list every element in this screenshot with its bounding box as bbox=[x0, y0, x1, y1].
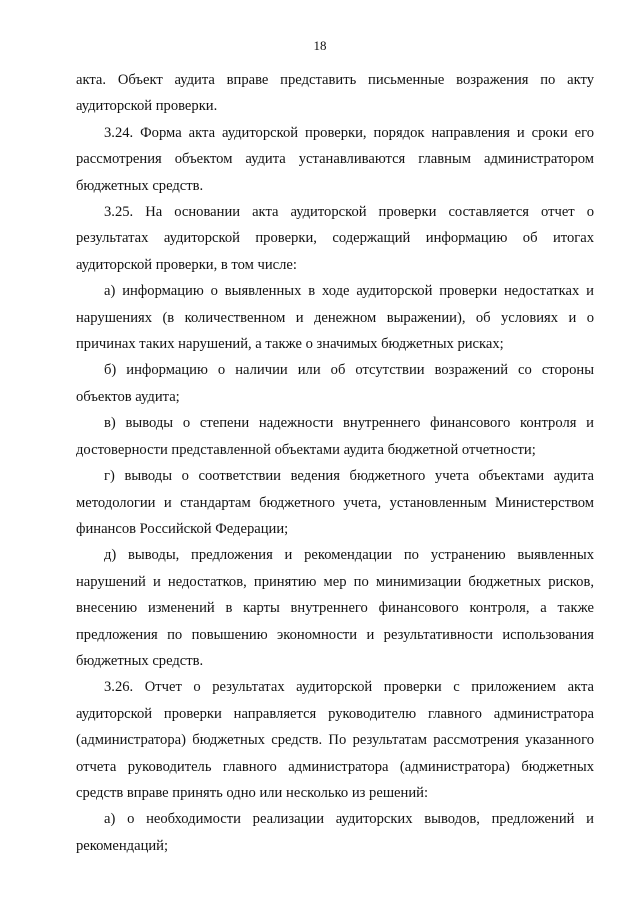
paragraph-3-25-v: в) выводы о степени надежности внутреннего финансового контроля и достоверности представленной объектами аудита бюджетной отчетности; bbox=[76, 415, 594, 458]
page-number: 18 bbox=[313, 38, 327, 53]
paragraph-3-25-a: а) информацию о выявленных в ходе аудиторской проверки недостатках и нарушениях (в количественном и денежном выражении), об условиях и о причинах таких нарушений, а также о значимых бюджетных рисках; bbox=[76, 283, 594, 353]
paragraph-3-24: 3.24. Форма акта аудиторской проверки, порядок направления и сроки его рассмотрения объектом аудита устанавливаются главным администратором бюджетных средств. bbox=[76, 124, 594, 194]
paragraph-3-25-g: г) выводы о соответствии ведения бюджетного учета объектами аудита методологии и стандартам бюджетного учета, установленным Министерством финансов Российской Федерации; bbox=[76, 468, 594, 537]
paragraph-3-25-b: б) информацию о наличии или об отсутствии возражений со стороны объектов аудита; bbox=[76, 362, 594, 405]
paragraph-3-25: 3.25. На основании акта аудиторской проверки составляется отчет о результатах аудиторской проверки, содержащий информацию об итогах аудиторской проверки, в том числе: bbox=[76, 204, 594, 273]
paragraph-3-26-a: а) о необходимости реализации аудиторских выводов, предложений и рекомендаций; bbox=[76, 811, 594, 854]
paragraph-continuation: акта. Объект аудита вправе представить письменные возражения по акту аудиторской проверки. bbox=[76, 72, 594, 115]
paragraph-3-26: 3.26. Отчет о результатах аудиторской проверки с приложением акта аудиторской проверки направляется руководителю главного администратора (администратора) бюджетных средств. По результатам рассмотрения указанного отчета руководитель главного администратора (администратора) бюджетных средств вправе принять одно или несколько из решений: bbox=[76, 679, 594, 801]
document-body bbox=[76, 67, 594, 859]
paragraph-3-25-d: д) выводы, предложения и рекомендации по устранению выявленных нарушений и недостатков, принятию мер по минимизации бюджетных рисков, внесению изменений в карты внутреннего финансового контроля, а также предложения по повышению экономности и результативности использования бюджетных средств. bbox=[76, 547, 594, 669]
